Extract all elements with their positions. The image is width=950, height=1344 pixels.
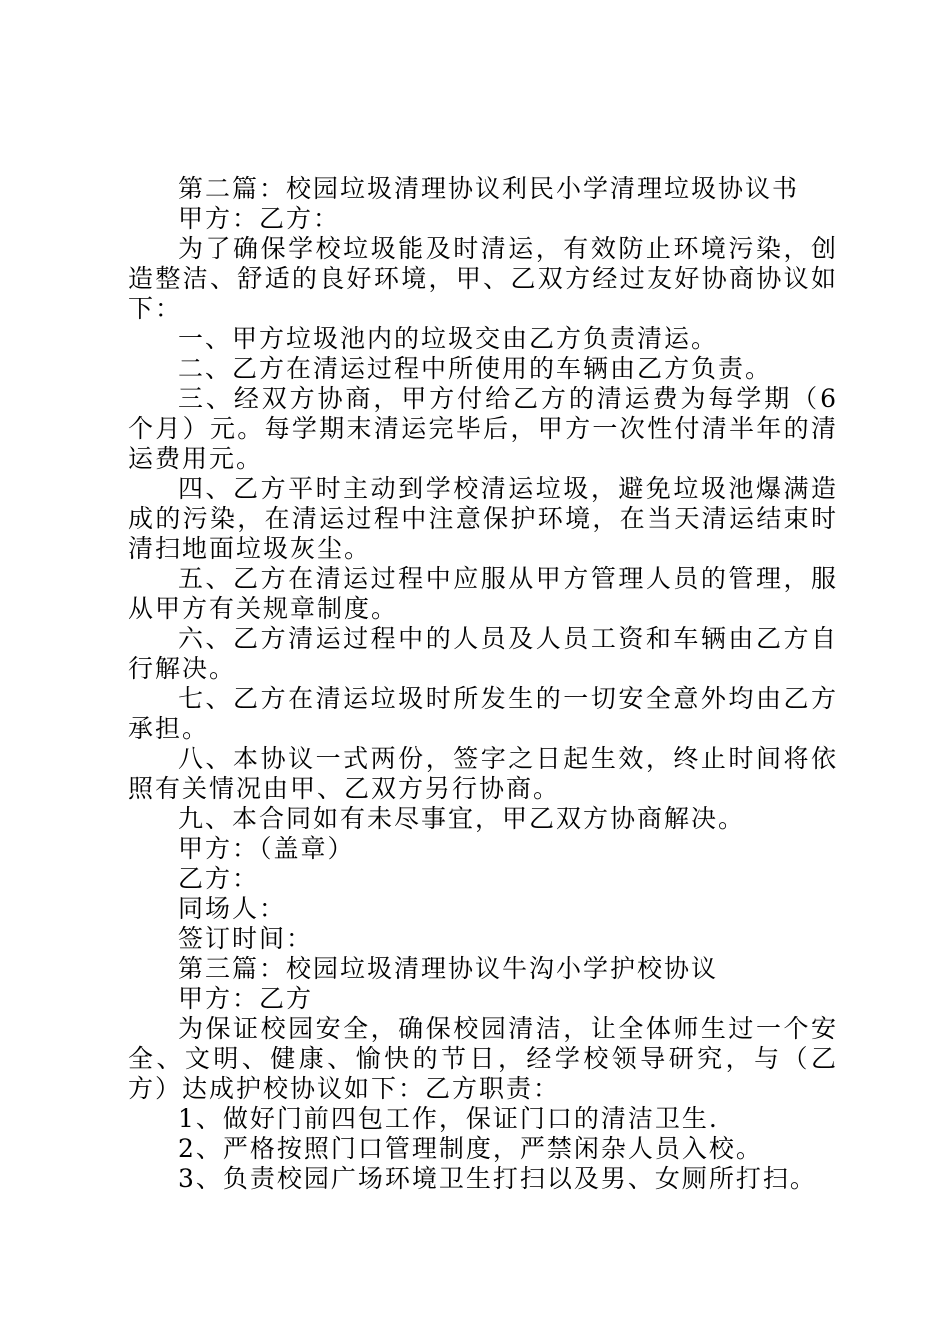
intro-paragraph: 为了确保学校垃圾能及时清运，有效防止环境污染，创造整洁、舒适的良好环境，甲、乙双方经过友好协商协议如下： [128, 234, 838, 323]
section-title-3: 第三篇：校园垃圾清理协议牛沟小学护校协议 [178, 954, 719, 983]
clause-7: 七、乙方在清运垃圾时所发生的一切安全意外均由乙方承担。 [128, 684, 838, 743]
signature-party-a: 甲方：（盖章） [178, 834, 355, 863]
clause-1: 一、甲方垃圾池内的垃圾交由乙方负责清运。 [178, 324, 719, 353]
intro-paragraph-2: 为保证校园安全，确保校园清洁，让全体师生过一个安全、文明、健康、愉快的节日，经学校领导研究，与（乙方）达成护校协议如下：乙方职责： [128, 1014, 838, 1103]
parties-line: 甲方：乙方： [178, 204, 341, 233]
clause-3: 三、经双方协商，甲方付给乙方的清运费为每学期（6个月）元。每学期末清运完毕后，甲方一次性付清半年的清运费用元。 [128, 384, 838, 473]
clause-2: 二、乙方在清运过程中所使用的车辆由乙方负责。 [178, 354, 773, 383]
clause-6: 六、乙方清运过程中的人员及人员工资和车辆由乙方自行解决。 [128, 624, 838, 683]
duty-2: 2、严格按照门口管理制度，严禁闲杂人员入校。 [178, 1134, 763, 1163]
clause-5: 五、乙方在清运过程中应服从甲方管理人员的管理，服从甲方有关规章制度。 [128, 564, 838, 623]
section-title-2: 第二篇：校园垃圾清理协议利民小学清理垃圾协议书 [178, 174, 800, 203]
clause-9: 九、本合同如有未尽事宜，甲乙双方协商解决。 [178, 804, 746, 833]
clause-8: 八、本协议一式两份，签字之日起生效，终止时间将依照有关情况由甲、乙双方另行协商。 [128, 744, 838, 803]
signature-party-b: 乙方： [178, 864, 260, 893]
signature-witness: 同场人： [178, 894, 287, 923]
parties-line-2: 甲方：乙方 [178, 984, 314, 1013]
duty-1: 1、做好门前四包工作，保证门口的清洁卫生. [178, 1104, 719, 1133]
document-body [128, 174, 838, 1194]
signature-date: 签订时间： [178, 924, 314, 953]
duty-3: 3、负责校园广场环境卫生打扫以及男、女厕所打扫。 [178, 1164, 817, 1193]
clause-4: 四、乙方平时主动到学校清运垃圾，避免垃圾池爆满造成的污染，在清运过程中注意保护环境，在当天清运结束时清扫地面垃圾灰尘。 [128, 474, 838, 563]
